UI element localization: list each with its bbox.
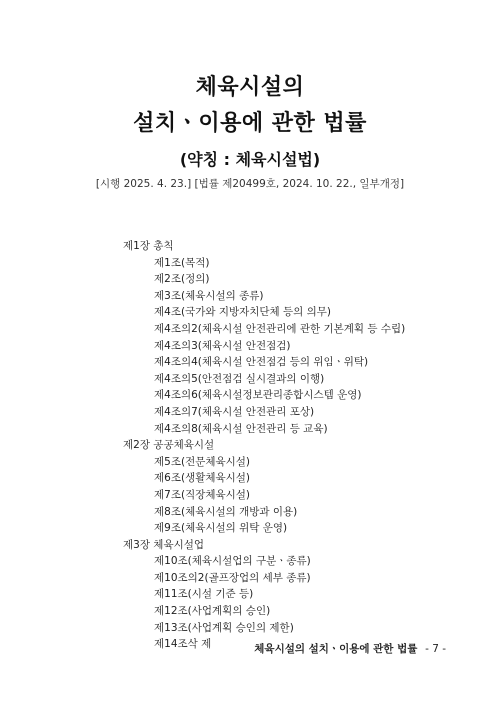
toc-article: 제8조(체육시설의 개방과 이용) (154, 505, 298, 518)
toc-chapter: 제1장 총칙 (123, 240, 174, 252)
toc-article: 제1조(목적) (154, 256, 210, 269)
toc-article: 제4조의6(체육시설정보관리종합시스템 운영) (154, 389, 362, 402)
footer-law-name: 체육시설의 설치ㆍ이용에 관한 법률 (254, 643, 418, 655)
toc-article: 제4조의3(체육시설 안전점검) (154, 339, 291, 352)
law-abbreviation: (약칭 : 체육시설법) (179, 150, 321, 169)
enforcement-info: [시행 2025. 4. 23.] [법률 제20499호, 2024. 10. 22., 일부개정] (95, 178, 405, 190)
toc-article: 제6조(생활체육시설) (154, 472, 251, 485)
toc-article: 제11조(시설 기준 등) (154, 588, 254, 601)
table-of-contents (123, 238, 483, 653)
toc-article: 제2조(정의) (154, 273, 210, 286)
toc-article: 제10조의2(골프장업의 세부 종류) (154, 571, 311, 584)
toc-article: 제4조의4(체육시설 안전점검 등의 위임ㆍ위탁) (154, 356, 369, 369)
toc-chapter: 제3장 체육시설업 (123, 538, 205, 551)
toc-chapter: 제2장 공공체육시설 (123, 439, 215, 452)
toc-article: 제4조(국가와 지방자치단체 등의 의무) (154, 306, 332, 319)
toc-article: 제4조의5(안전점검 실시결과의 이행) (154, 372, 325, 385)
title-block (0, 70, 500, 192)
toc-article: 제4조의7(체육시설 안전관리 포상) (154, 405, 315, 418)
law-title-line-2: 설치ㆍ이용에 관한 법률 (133, 111, 367, 136)
page-number: - 7 - (425, 643, 446, 655)
toc-article: 제12조(사업계획의 승인) (154, 605, 271, 618)
toc-article: 제9조(체육시설의 위탁 운영) (154, 522, 288, 535)
toc-article: 제10조(체육시설업의 구분ㆍ종류) (154, 555, 311, 568)
toc-article: 제13조(사업계획 승인의 제한) (154, 621, 294, 634)
toc-article: 제5조(전문체육시설) (154, 455, 251, 468)
law-title-line-1: 체육시설의 (195, 75, 305, 100)
toc-article: 제4조의2(체육시설 안전관리에 관한 기본계획 등 수립) (154, 322, 406, 335)
page-footer (254, 641, 446, 656)
toc-article: 제14조삭 제 (154, 638, 212, 651)
toc-article: 제4조의8(체육시설 안전관리 등 교육) (154, 422, 328, 435)
toc-article: 제3조(체육시설의 종류) (154, 289, 264, 302)
toc-article: 제7조(직장체육시설) (154, 488, 251, 501)
